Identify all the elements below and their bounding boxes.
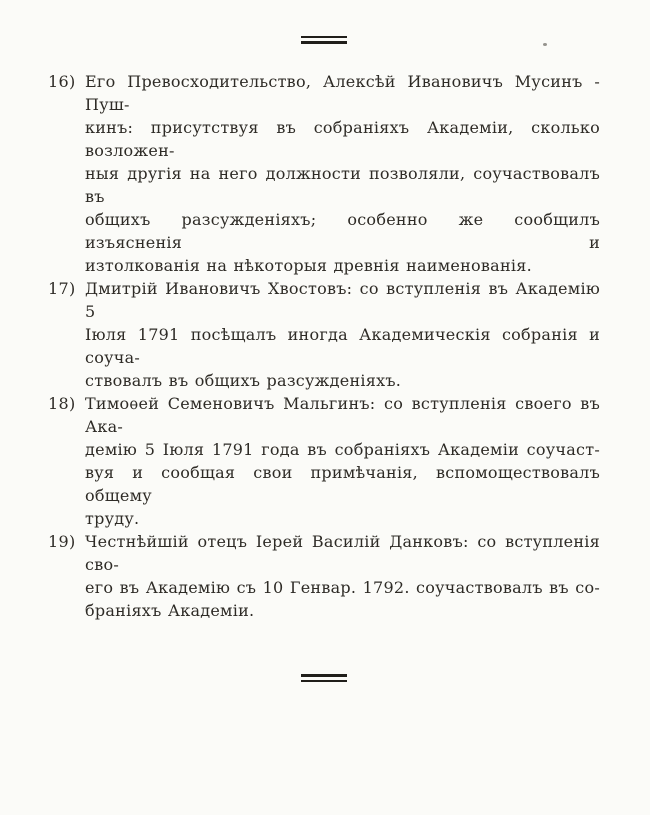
text-line: кинъ: присутствуя въ собраніяхъ Академіи, сколько возложен- bbox=[85, 118, 600, 160]
list-entry-18 bbox=[48, 392, 600, 530]
entry-text bbox=[85, 70, 600, 277]
ornamental-rule-middle bbox=[301, 674, 347, 682]
entry-text bbox=[85, 530, 600, 622]
entry-text bbox=[85, 277, 600, 392]
text-line: ныя другія на него должности позволяли, соучаствовалъ въ bbox=[85, 164, 600, 206]
ornamental-rule-top bbox=[301, 36, 347, 44]
text-line: ствовалъ въ общихъ разсужденіяхъ. bbox=[85, 371, 402, 390]
text-line: браніяхъ Академіи. bbox=[85, 601, 255, 620]
ink-speck bbox=[543, 43, 547, 46]
text-line: вуя и сообщая свои примѣчанія, вспомоществовалъ общему bbox=[85, 463, 600, 505]
rule-thick-line bbox=[301, 41, 347, 44]
entry-number: 17) bbox=[48, 279, 76, 298]
rule-thin-line bbox=[301, 680, 347, 682]
text-line: Его Превосходительство, Алексѣй Ивановичъ Мусинъ - Пуш- bbox=[85, 72, 600, 114]
list-entry-19 bbox=[48, 530, 600, 622]
text-line: Іюля 1791 посѣщалъ иногда Академическія собранія и соуча- bbox=[85, 325, 600, 367]
list-entry-17 bbox=[48, 277, 600, 392]
entry-text bbox=[85, 392, 600, 530]
text-line: труду. bbox=[85, 509, 140, 528]
text-line: демію 5 Іюля 1791 года въ собраніяхъ Академіи соучаст- bbox=[85, 440, 600, 459]
entry-number: 19) bbox=[48, 532, 76, 551]
text-line: его въ Академію съ 10 Генвар. 1792. соучаствовалъ въ со- bbox=[85, 578, 600, 597]
list-entry-16 bbox=[48, 70, 600, 277]
text-line: Дмитрій Ивановичъ Хвостовъ: со вступленія въ Академію 5 bbox=[85, 279, 600, 321]
entry-number: 18) bbox=[48, 394, 76, 413]
text-line: Тимоѳей Семеновичъ Мальгинъ: со вступленія своего въ Ака- bbox=[85, 394, 600, 436]
entry-list bbox=[48, 70, 600, 622]
text-line: Честнѣйшій отецъ Іерей Василій Данковъ: со вступленія сво- bbox=[85, 532, 600, 574]
entry-number: 16) bbox=[48, 72, 76, 91]
text-line: общихъ разсужденіяхъ; особенно же сообщилъ изъясненія и bbox=[85, 210, 600, 252]
text-line: изтолкованія на нѣкоторыя древнія наименованія. bbox=[85, 256, 532, 275]
